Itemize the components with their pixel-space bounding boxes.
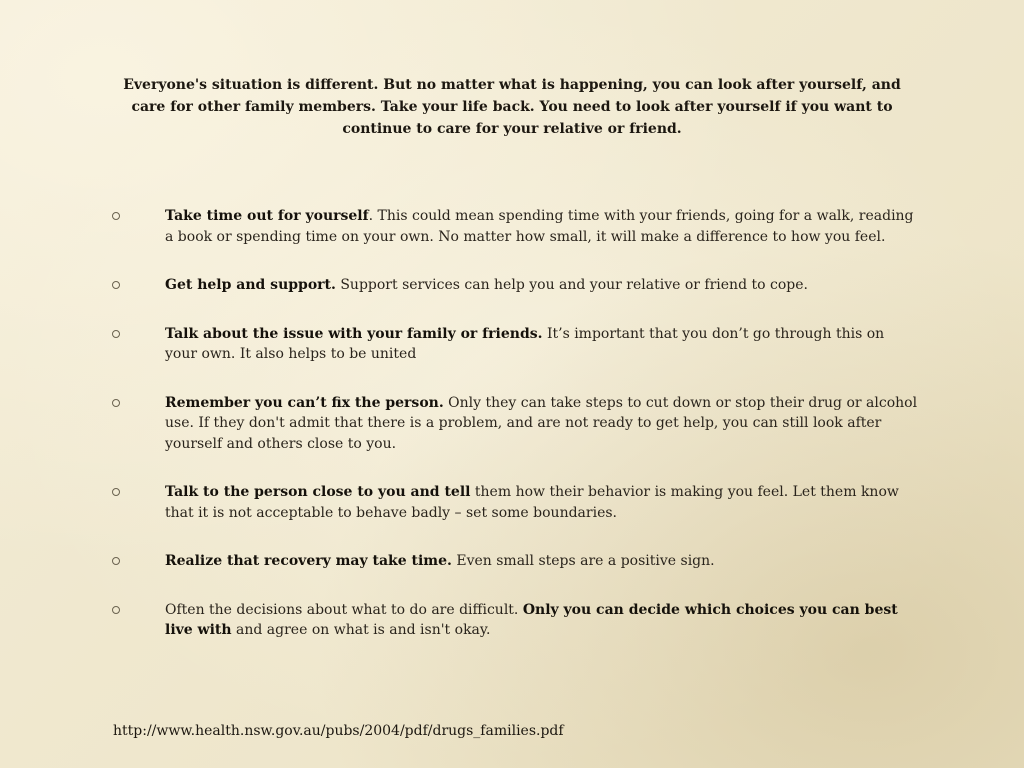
bullet-list xyxy=(112,206,918,669)
bullet-circle-icon xyxy=(112,330,120,338)
list-item xyxy=(112,206,918,247)
bullet-heading: Realize that recovery may take time. xyxy=(165,553,452,569)
source-url[interactable]: http://www.health.nsw.gov.au/pubs/2004/pdf/drugs_families.pdf xyxy=(113,723,564,739)
bullet-circle-icon xyxy=(112,557,120,565)
bullet-heading: Only you can decide which choices you can best live with xyxy=(165,601,898,638)
list-item xyxy=(112,275,918,296)
bullet-text: Only they can take steps to cut down or stop their drug or alcohol use. If they don't admit that there is a problem, and are not ready to get help, you can still look after yourself and others close to you. xyxy=(165,394,918,452)
bullet-text: Support services can help you and your relative or friend to cope. xyxy=(335,277,808,293)
list-item xyxy=(112,324,918,365)
bullet-text: and agree on what is and isn't okay. xyxy=(231,622,491,638)
list-item xyxy=(112,551,918,572)
bullet-circle-icon xyxy=(112,281,120,289)
bullet-heading: Remember you can’t fix the person. xyxy=(165,394,444,411)
bullet-heading: Talk to the person close to you and tell xyxy=(165,484,471,500)
bullet-circle-icon xyxy=(112,606,120,614)
bullet-text: . This could mean spending time with your friends, going for a walk, reading a book or spending time on your own. No matter how small, it will make a difference to how you feel. xyxy=(165,208,914,245)
intro-text: Everyone's situation is different. But no matter what is happening, you can look after yourself, and care for other family members. Take your life back. You need to look after yourself if you want to continue to care for your relative or friend. xyxy=(123,77,901,137)
bullet-circle-icon xyxy=(112,399,120,407)
bullet-text: them how their behavior is making you feel. Let them know that it is not acceptable to behave badly – set some boundaries. xyxy=(165,484,899,521)
bullet-heading: Talk about the issue with your family or friends. xyxy=(165,325,543,342)
list-item xyxy=(112,482,918,523)
list-item xyxy=(112,393,918,455)
list-item xyxy=(112,600,918,641)
bullet-text: It’s important that you don’t go through this on your own. It also helps to be united xyxy=(165,325,885,362)
bullet-heading: Get help and support. xyxy=(165,277,336,293)
bullet-circle-icon xyxy=(112,212,120,220)
bullet-heading: Take time out for yourself xyxy=(165,208,369,224)
bullet-circle-icon xyxy=(112,488,120,496)
bullet-text: Even small steps are a positive sign. xyxy=(451,553,715,569)
bullet-lead: Often the decisions about what to do are difficult. xyxy=(165,601,523,618)
